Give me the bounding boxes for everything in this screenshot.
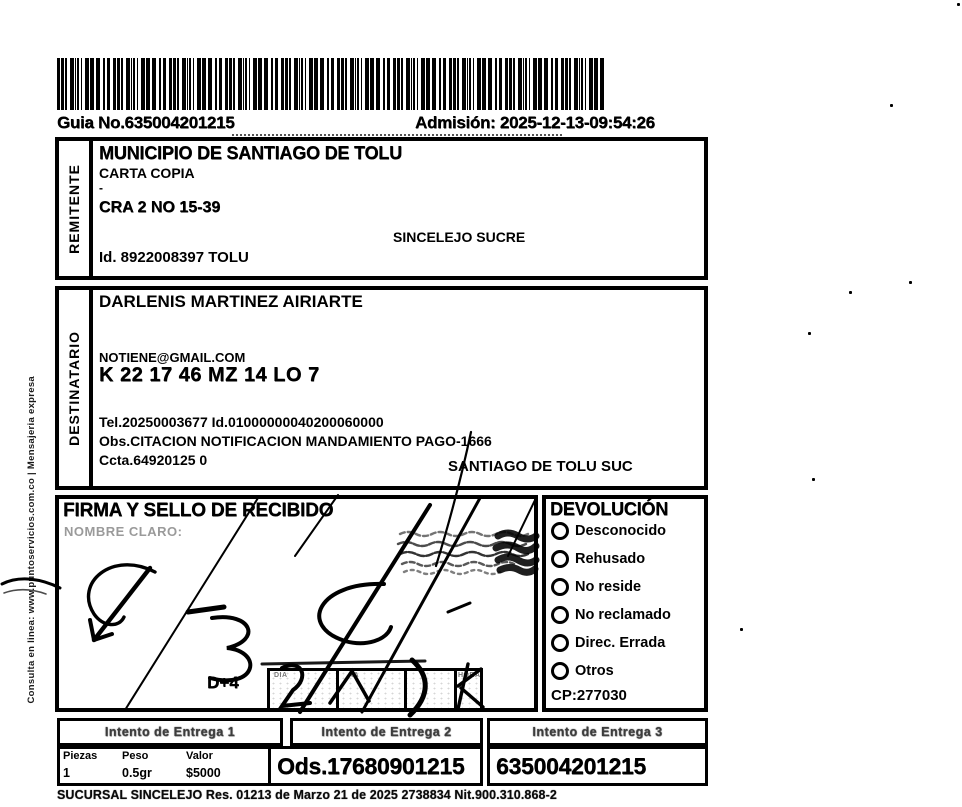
option-label: No reclamado <box>575 607 671 623</box>
stamp-label-dia: DIA <box>274 672 288 679</box>
devolucion-option-desconocido <box>551 522 666 540</box>
destinatario-obs: Obs.CITACION NOTIFICACION MANDAMIENTO PAGO-1666 <box>99 433 492 449</box>
remitente-nombre: MUNICIPIO DE SANTIAGO DE TOLU <box>99 143 402 163</box>
destinatario-section <box>55 286 708 490</box>
stamp-divider <box>336 671 339 709</box>
stamp-label-hora: HORA <box>458 672 481 679</box>
scan-speck <box>740 628 743 631</box>
destinatario-direccion: K 22 17 46 MZ 14 LO 7 <box>99 364 320 386</box>
peso-value: 0.5gr <box>122 766 152 780</box>
option-label: Direc. Errada <box>575 635 666 651</box>
destinatario-ccta: Ccta.64920125 0 <box>99 452 208 468</box>
remitente-linea2: CARTA COPIA <box>99 165 195 181</box>
remitente-ciudad: SINCELEJO SUCRE <box>393 229 526 245</box>
stamp-label-aa: AA <box>348 672 360 679</box>
valor-label: Valor <box>186 750 213 762</box>
scan-speck <box>808 332 811 335</box>
piezas-label: Piezas <box>63 750 98 762</box>
scan-speck <box>957 3 960 6</box>
destinatario-email: NOTIENE@GMAIL.COM <box>99 350 246 365</box>
remitente-direccion: CRA 2 NO 15-39 <box>99 199 221 216</box>
sidebar-vertical-text: Consulta en linea: www.puntoservicios.com.co | Mensajeria expresa <box>26 376 37 704</box>
intento-entrega-2-header <box>290 718 483 746</box>
devolucion-option-rehusado <box>551 550 645 568</box>
radio-circle-icon <box>551 578 569 596</box>
remitente-section <box>55 137 708 280</box>
radio-circle-icon <box>551 662 569 680</box>
ods-cell <box>268 746 483 786</box>
devolucion-option-otros <box>551 662 614 680</box>
guia-underline <box>232 134 562 136</box>
guia-cell <box>487 746 708 786</box>
devolucion-title: DEVOLUCIÓN <box>550 499 669 519</box>
guia-number: Guia No.635004201215 <box>57 113 235 132</box>
header-label: Intento de Entrega 1 <box>104 725 236 739</box>
d-plus-4-label: D+4 <box>207 673 239 692</box>
stamp-divider <box>454 671 457 709</box>
cp-code: CP:277030 <box>551 687 627 704</box>
remitente-id: Id. 8922008397 TOLU <box>99 249 249 266</box>
remitente-dash: - <box>99 181 103 195</box>
destinatario-label: DESTINATARIO <box>66 330 82 446</box>
barcode <box>57 58 609 110</box>
piezas-peso-valor-cell <box>57 746 283 786</box>
option-label: No reside <box>575 579 642 595</box>
devolucion-section <box>542 495 708 712</box>
scan-speck <box>890 104 893 107</box>
radio-circle-icon <box>551 522 569 540</box>
radio-circle-icon <box>551 550 569 568</box>
devolucion-option-no-reside <box>551 578 641 596</box>
peso-label: Peso <box>122 750 149 762</box>
stamp-divider <box>404 671 407 709</box>
guia-number-bottom: 635004201215 <box>496 752 646 779</box>
header-label: Intento de Entrega 3 <box>532 725 663 739</box>
nombre-claro-label: NOMBRE CLARO: <box>64 524 183 539</box>
valor-value: $5000 <box>186 766 221 780</box>
stamp-noise <box>270 671 480 709</box>
piezas-value: 1 <box>63 766 70 780</box>
intento-entrega-3-header <box>487 718 708 746</box>
intento-entrega-1-header <box>57 718 283 746</box>
devolucion-option-direc-errada <box>551 634 665 652</box>
firma-section <box>55 495 538 712</box>
firma-title: FIRMA Y SELLO DE RECIBIDO <box>63 500 334 521</box>
remitente-label: REMITENTE <box>66 163 82 254</box>
scan-speck <box>909 281 912 284</box>
devolucion-option-no-reclamado <box>551 606 671 624</box>
option-label: Rehusado <box>575 551 646 567</box>
destinatario-tel-id: Tel.20250003677 Id.01000000040200060000 <box>99 414 384 430</box>
radio-circle-icon <box>551 606 569 624</box>
scan-speck <box>812 478 815 481</box>
admision-timestamp: Admisión: 2025-12-13-09:54:26 <box>415 113 655 132</box>
option-label: Desconocido <box>575 523 667 539</box>
scan-speck <box>849 291 852 294</box>
destinatario-strip <box>59 290 93 486</box>
radio-circle-icon <box>551 634 569 652</box>
destinatario-nombre: DARLENIS MARTINEZ AIRIARTE <box>99 292 363 311</box>
ods-number: Ods.17680901215 <box>277 752 465 779</box>
header-label: Intento de Entrega 2 <box>321 725 452 739</box>
date-stamp-box <box>267 668 483 712</box>
footer-sucursal-line: SUCURSAL SINCELEJO Res. 01213 de Marzo 21 de 2025 2738834 Nit.900.310.868-2 <box>57 788 557 802</box>
option-label: Otros <box>575 663 614 679</box>
remitente-strip <box>59 141 93 276</box>
destinatario-sucursal: SANTIAGO DE TOLU SUC <box>448 458 633 475</box>
